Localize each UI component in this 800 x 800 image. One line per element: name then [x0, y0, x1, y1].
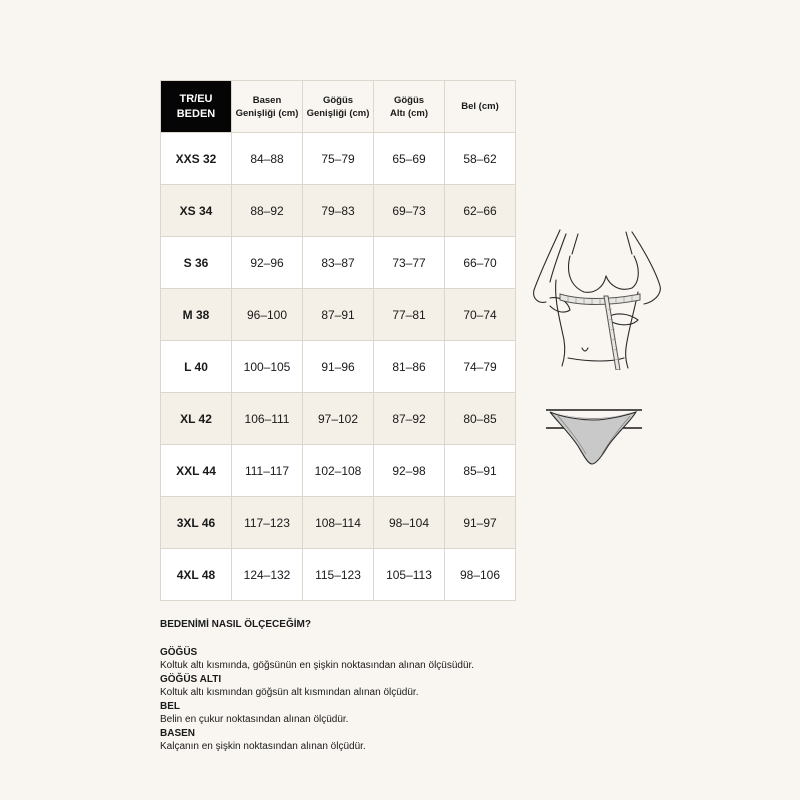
- header-waist-line1: Bel (cm): [461, 101, 499, 112]
- guide-item-text: Koltuk altı kısmında, göğsünün en şişkin noktasından alınan ölçüsüdür.: [160, 660, 475, 671]
- cell-bust: 115–123: [303, 549, 374, 601]
- cell-hip: 96–100: [232, 289, 303, 341]
- cell-hip: 100–105: [232, 341, 303, 393]
- cell-underbust: 81–86: [374, 341, 445, 393]
- table-row: [161, 185, 516, 237]
- header-waist: [445, 81, 516, 133]
- cell-waist: 80–85: [445, 393, 516, 445]
- cell-waist: 98–106: [445, 549, 516, 601]
- guide-item-underbust: [160, 673, 600, 700]
- cell-waist: 91–97: [445, 497, 516, 549]
- cell-size: S 36: [161, 237, 232, 289]
- cell-size: XS 34: [161, 185, 232, 237]
- table-row: [161, 445, 516, 497]
- cell-hip: 111–117: [232, 445, 303, 497]
- guide-item-hip: [160, 727, 600, 754]
- cell-hip: 124–132: [232, 549, 303, 601]
- header-bust: [303, 81, 374, 133]
- table-row: [161, 289, 516, 341]
- header-size-line2: BEDEN: [176, 107, 216, 120]
- cell-bust: 83–87: [303, 237, 374, 289]
- guide-item-bust: [160, 646, 600, 673]
- cell-size: 4XL 48: [161, 549, 232, 601]
- cell-hip: 92–96: [232, 237, 303, 289]
- cell-size: XXS 32: [161, 133, 232, 185]
- cell-hip: 106–111: [232, 393, 303, 445]
- header-underbust-line1: Göğüs: [393, 94, 425, 106]
- table-row: [161, 133, 516, 185]
- cell-waist: 70–74: [445, 289, 516, 341]
- cell-underbust: 105–113: [374, 549, 445, 601]
- guide-item-text: Koltuk altı kısmından göğsün alt kısmından alınan ölçüdür.: [160, 687, 419, 698]
- cell-hip: 88–92: [232, 185, 303, 237]
- cell-bust: 91–96: [303, 341, 374, 393]
- cell-size: M 38: [161, 289, 232, 341]
- header-size: [161, 81, 232, 133]
- cell-hip: 84–88: [232, 133, 303, 185]
- cell-waist: 74–79: [445, 341, 516, 393]
- guide-item-text: Kalçanın en şişkin noktasından alınan ölçüdür.: [160, 741, 366, 752]
- cell-bust: 87–91: [303, 289, 374, 341]
- header-bust-line2: Genişliği (cm): [306, 107, 370, 119]
- cell-underbust: 73–77: [374, 237, 445, 289]
- guide-item-title: BEL: [160, 700, 180, 712]
- cell-underbust: 87–92: [374, 393, 445, 445]
- cell-bust: 75–79: [303, 133, 374, 185]
- guide-item-title: GÖĞÜS: [160, 646, 198, 658]
- table-row: [161, 549, 516, 601]
- cell-bust: 102–108: [303, 445, 374, 497]
- torso-measuring-tape-icon: [520, 220, 670, 370]
- cell-waist: 85–91: [445, 445, 516, 497]
- cell-underbust: 98–104: [374, 497, 445, 549]
- table-row: [161, 497, 516, 549]
- guide-item-waist: [160, 700, 600, 727]
- guide-item-text: Belin en çukur noktasından alınan ölçüdür.: [160, 714, 349, 725]
- cell-bust: 97–102: [303, 393, 374, 445]
- cell-waist: 58–62: [445, 133, 516, 185]
- table-header-row: [161, 81, 516, 133]
- header-bust-line1: Göğüs: [322, 94, 354, 106]
- header-hip: [232, 81, 303, 133]
- cell-size: L 40: [161, 341, 232, 393]
- cell-hip: 117–123: [232, 497, 303, 549]
- guide-item-title: GÖĞÜS ALTI: [160, 673, 222, 685]
- cell-bust: 79–83: [303, 185, 374, 237]
- cell-bust: 108–114: [303, 497, 374, 549]
- cell-underbust: 65–69: [374, 133, 445, 185]
- cell-waist: 62–66: [445, 185, 516, 237]
- cell-underbust: 77–81: [374, 289, 445, 341]
- header-underbust: [374, 81, 445, 133]
- measurement-guide: [160, 618, 600, 754]
- size-chart-table: [160, 80, 516, 601]
- header-size-line1: TR/EU: [179, 92, 213, 105]
- header-hip-line2: Genişliği (cm): [235, 107, 299, 119]
- cell-size: XL 42: [161, 393, 232, 445]
- cell-size: 3XL 46: [161, 497, 232, 549]
- table-row: [161, 393, 516, 445]
- guide-title: BEDENİMİ NASIL ÖLÇECEĞİM?: [160, 619, 311, 630]
- cell-underbust: 69–73: [374, 185, 445, 237]
- guide-item-title: BASEN: [160, 727, 196, 739]
- cell-waist: 66–70: [445, 237, 516, 289]
- cell-size: XXL 44: [161, 445, 232, 497]
- table-row: [161, 237, 516, 289]
- header-hip-line1: Basen: [252, 94, 282, 106]
- header-underbust-line2: Altı (cm): [390, 107, 428, 119]
- cell-underbust: 92–98: [374, 445, 445, 497]
- bikini-brief-measure-icon: [544, 400, 644, 470]
- table-row: [161, 341, 516, 393]
